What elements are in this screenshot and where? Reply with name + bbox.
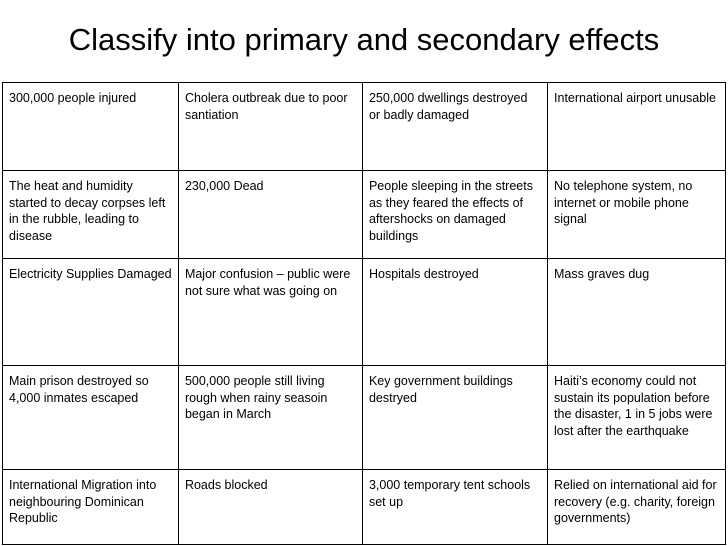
table-row xyxy=(3,83,726,171)
table-cell: 250,000 dwellings destroyed or badly damaged xyxy=(362,83,547,171)
table-cell: Cholera outbreak due to poor santiation xyxy=(178,83,362,171)
table-cell: Major confusion – public were not sure what was going on xyxy=(178,259,362,366)
table-cell: The heat and humidity started to decay corpses left in the rubble, leading to disease xyxy=(3,171,179,259)
table-row xyxy=(3,470,726,545)
table-cell: International airport unusable xyxy=(548,83,726,171)
table-cell: Main prison destroyed so 4,000 inmates escaped xyxy=(3,366,179,470)
table-row xyxy=(3,259,726,366)
table-cell: Relied on international aid for recovery (e.g. charity, foreign governments) xyxy=(548,470,726,545)
table-cell: 230,000 Dead xyxy=(178,171,362,259)
table-cell: Electricity Supplies Damaged xyxy=(3,259,179,366)
table-cell: International Migration into neighbouring Dominican Republic xyxy=(3,470,179,545)
table-row xyxy=(3,366,726,470)
table-cell: Hospitals destroyed xyxy=(362,259,547,366)
table-cell: Haiti’s economy could not sustain its population before the disaster, 1 in 5 jobs were lost after the earthquake xyxy=(548,366,726,470)
table-cell: 300,000 people injured xyxy=(3,83,179,171)
slide-title: Classify into primary and secondary effects xyxy=(68,22,660,57)
table-cell: People sleeping in the streets as they feared the effects of aftershocks on damaged buildings xyxy=(362,171,547,259)
table-cell: 3,000 temporary tent schools set up xyxy=(362,470,547,545)
table-cell: 500,000 people still living rough when rainy seasoin began in March xyxy=(178,366,362,470)
table-cell: No telephone system, no internet or mobile phone signal xyxy=(548,171,726,259)
table-cell: Roads blocked xyxy=(178,470,362,545)
table-cell: Mass graves dug xyxy=(548,259,726,366)
table-cell: Key government buildings destryed xyxy=(362,366,547,470)
table-row xyxy=(3,171,726,259)
effects-table xyxy=(2,82,726,545)
